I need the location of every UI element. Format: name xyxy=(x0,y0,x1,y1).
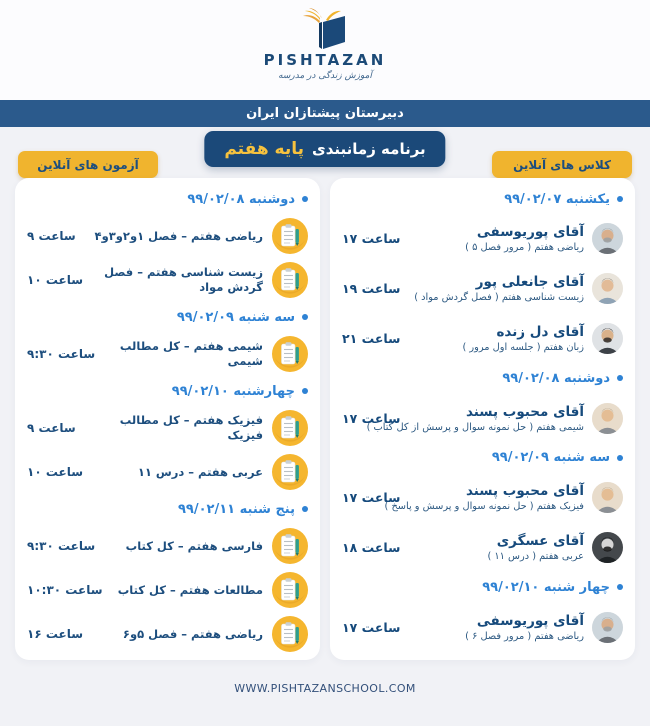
class-info xyxy=(408,224,584,253)
class-time: ساعت ۱۹ xyxy=(342,281,401,297)
teacher-name: آقای محبوب پسند xyxy=(465,403,584,420)
class-row xyxy=(342,393,623,443)
exam-title: مطالعات هفتم – کل کتاب xyxy=(117,582,263,597)
class-subject: زبان هفتم ( جلسه اول مرور ) xyxy=(462,341,584,353)
page-title-grade: پایه هفتم xyxy=(224,139,304,159)
page-title-main: برنامه زمانبندی xyxy=(311,140,426,158)
class-info xyxy=(384,483,584,513)
exams-ribbon: آزمون های آنلاین xyxy=(18,151,158,178)
clipboard-icon xyxy=(272,572,308,608)
exam-title: فارسی هفتم – کل کتاب xyxy=(125,538,263,553)
exam-time: ساعت ۱۰ xyxy=(27,273,84,287)
exam-time: ساعت ۱۰ xyxy=(27,465,84,479)
date-label: دوشنبه ۹۹/۰۲/۰۸ xyxy=(502,370,610,386)
class-row xyxy=(342,473,623,523)
clipboard-icon xyxy=(272,262,308,298)
teacher-photo xyxy=(592,482,623,513)
website-url: WWW.PISHTAZANSCHOOL.COM xyxy=(234,682,416,695)
class-time: ساعت ۱۸ xyxy=(342,539,401,555)
exam-row xyxy=(27,214,308,258)
date-header xyxy=(27,376,308,406)
exam-row xyxy=(27,332,308,376)
teacher-name: آقای محبوب پسند xyxy=(465,483,584,500)
date-header xyxy=(27,494,308,524)
date-label: یکشنبه ۹۹/۰۲/۰۷ xyxy=(504,191,610,207)
open-book-logo-icon xyxy=(296,8,354,50)
exam-title: فیزیک هفتم – کل مطالب فیزیک xyxy=(119,413,263,442)
teacher-photo xyxy=(592,223,623,254)
clipboard-icon xyxy=(272,336,308,372)
class-info xyxy=(408,533,584,562)
bullet-dot-icon xyxy=(617,375,623,381)
class-row xyxy=(342,313,623,363)
classes-ribbon: کلاس های آنلاین xyxy=(492,151,632,178)
class-subject: شیمی هفتم ( حل نمونه سوال و پرسش از کل کتاب ) xyxy=(366,421,584,433)
class-info xyxy=(408,324,584,353)
bullet-dot-icon xyxy=(617,455,623,461)
page-title xyxy=(204,131,445,167)
exam-title: شیمی هفتم – کل مطالب شیمی xyxy=(119,339,263,368)
classes-card xyxy=(330,178,635,660)
teacher-photo xyxy=(592,403,623,434)
class-time: ساعت ۲۱ xyxy=(342,330,401,346)
date-label: پنج شنبه ۹۹/۰۲/۱۱ xyxy=(178,501,295,517)
exam-time: ساعت ۹ xyxy=(27,229,76,243)
bullet-dot-icon xyxy=(617,584,623,590)
clipboard-icon xyxy=(272,528,308,564)
date-header xyxy=(342,572,623,602)
brand-header xyxy=(0,0,650,100)
exam-row xyxy=(27,450,308,494)
bullet-dot-icon xyxy=(617,196,623,202)
date-label: چهارشنبه ۹۹/۰۲/۱۰ xyxy=(171,383,295,399)
class-info xyxy=(408,274,584,303)
exam-time: ساعت ۱۶ xyxy=(27,627,84,641)
bullet-dot-icon xyxy=(302,196,308,202)
bullet-dot-icon xyxy=(302,388,308,394)
school-name-bar: دبیرستان پیشتازان ایران xyxy=(0,100,650,127)
exam-time: ساعت ۱۰:۳۰ xyxy=(27,583,103,597)
exam-row xyxy=(27,524,308,568)
date-label: دوشنبه ۹۹/۰۲/۰۸ xyxy=(187,191,295,207)
date-header xyxy=(342,184,623,214)
date-label: چهار شنبه ۹۹/۰۲/۱۰ xyxy=(482,579,610,595)
clipboard-icon xyxy=(272,410,308,446)
class-row xyxy=(342,602,623,652)
date-header xyxy=(342,363,623,393)
exam-row xyxy=(27,568,308,612)
class-row xyxy=(342,264,623,314)
classes-list xyxy=(342,184,623,652)
date-header xyxy=(27,184,308,214)
brand-tagline: آموزش زندگی در مدرسه xyxy=(278,71,372,81)
class-row xyxy=(342,523,623,573)
class-subject: فیزیک هفتم ( حل نمونه سوال و پرسش و پاسخ ) xyxy=(384,501,584,513)
date-label: سه شنبه ۹۹/۰۲/۰۹ xyxy=(491,450,610,466)
teacher-name: آقای عسگری xyxy=(496,532,584,549)
teacher-photo xyxy=(592,532,623,563)
class-time: ساعت ۱۷ xyxy=(342,490,401,506)
exam-title: ریاضی هفتم – فصل ۱و۲و۳و۴ xyxy=(94,228,263,243)
exam-title: زیست شناسی هفتم – فصل گردش مواد xyxy=(104,265,263,294)
exam-title: ریاضی هفتم – فصل ۵و۶ xyxy=(122,626,263,641)
teacher-name: آقای پوریوسفی xyxy=(476,612,584,629)
class-info xyxy=(408,613,584,642)
exam-row xyxy=(27,406,308,450)
teacher-name: آقای جانعلی پور xyxy=(475,274,584,291)
class-row xyxy=(342,214,623,264)
class-subject: عربی هفتم ( درس ۱۱ ) xyxy=(487,550,584,562)
bullet-dot-icon xyxy=(302,314,308,320)
date-header xyxy=(342,443,623,473)
class-subject: ریاضی هفتم ( مرور فصل ۶ ) xyxy=(465,630,584,642)
exam-time: ساعت ۹:۳۰ xyxy=(27,539,96,553)
class-time: ساعت ۱۷ xyxy=(342,619,401,635)
bullet-dot-icon xyxy=(302,506,308,512)
exam-row xyxy=(27,612,308,656)
exams-list xyxy=(27,184,308,656)
clipboard-icon xyxy=(272,218,308,254)
class-subject: ریاضی هفتم ( مرور فصل ۵ ) xyxy=(465,242,584,254)
class-subject: زیست شناسی هفتم ( فصل گردش مواد ) xyxy=(414,292,584,304)
clipboard-icon xyxy=(272,616,308,652)
teacher-photo xyxy=(592,273,623,304)
clipboard-icon xyxy=(272,454,308,490)
exam-row xyxy=(27,258,308,302)
date-label: سه شنبه ۹۹/۰۲/۰۹ xyxy=(176,309,295,325)
exam-time: ساعت ۹:۳۰ xyxy=(27,347,96,361)
brand-name: PISHTAZAN xyxy=(263,51,387,69)
teacher-photo xyxy=(592,323,623,354)
date-header xyxy=(27,302,308,332)
teacher-name: آقای پوریوسفی xyxy=(476,224,584,241)
teacher-photo xyxy=(592,612,623,643)
exam-time: ساعت ۹ xyxy=(27,421,76,435)
exams-card xyxy=(15,178,320,660)
exam-title: عربی هفتم – درس ۱۱ xyxy=(137,464,263,479)
teacher-name: آقای دل زنده xyxy=(496,323,584,340)
class-time: ساعت ۱۷ xyxy=(342,410,401,426)
class-time: ساعت ۱۷ xyxy=(342,231,401,247)
